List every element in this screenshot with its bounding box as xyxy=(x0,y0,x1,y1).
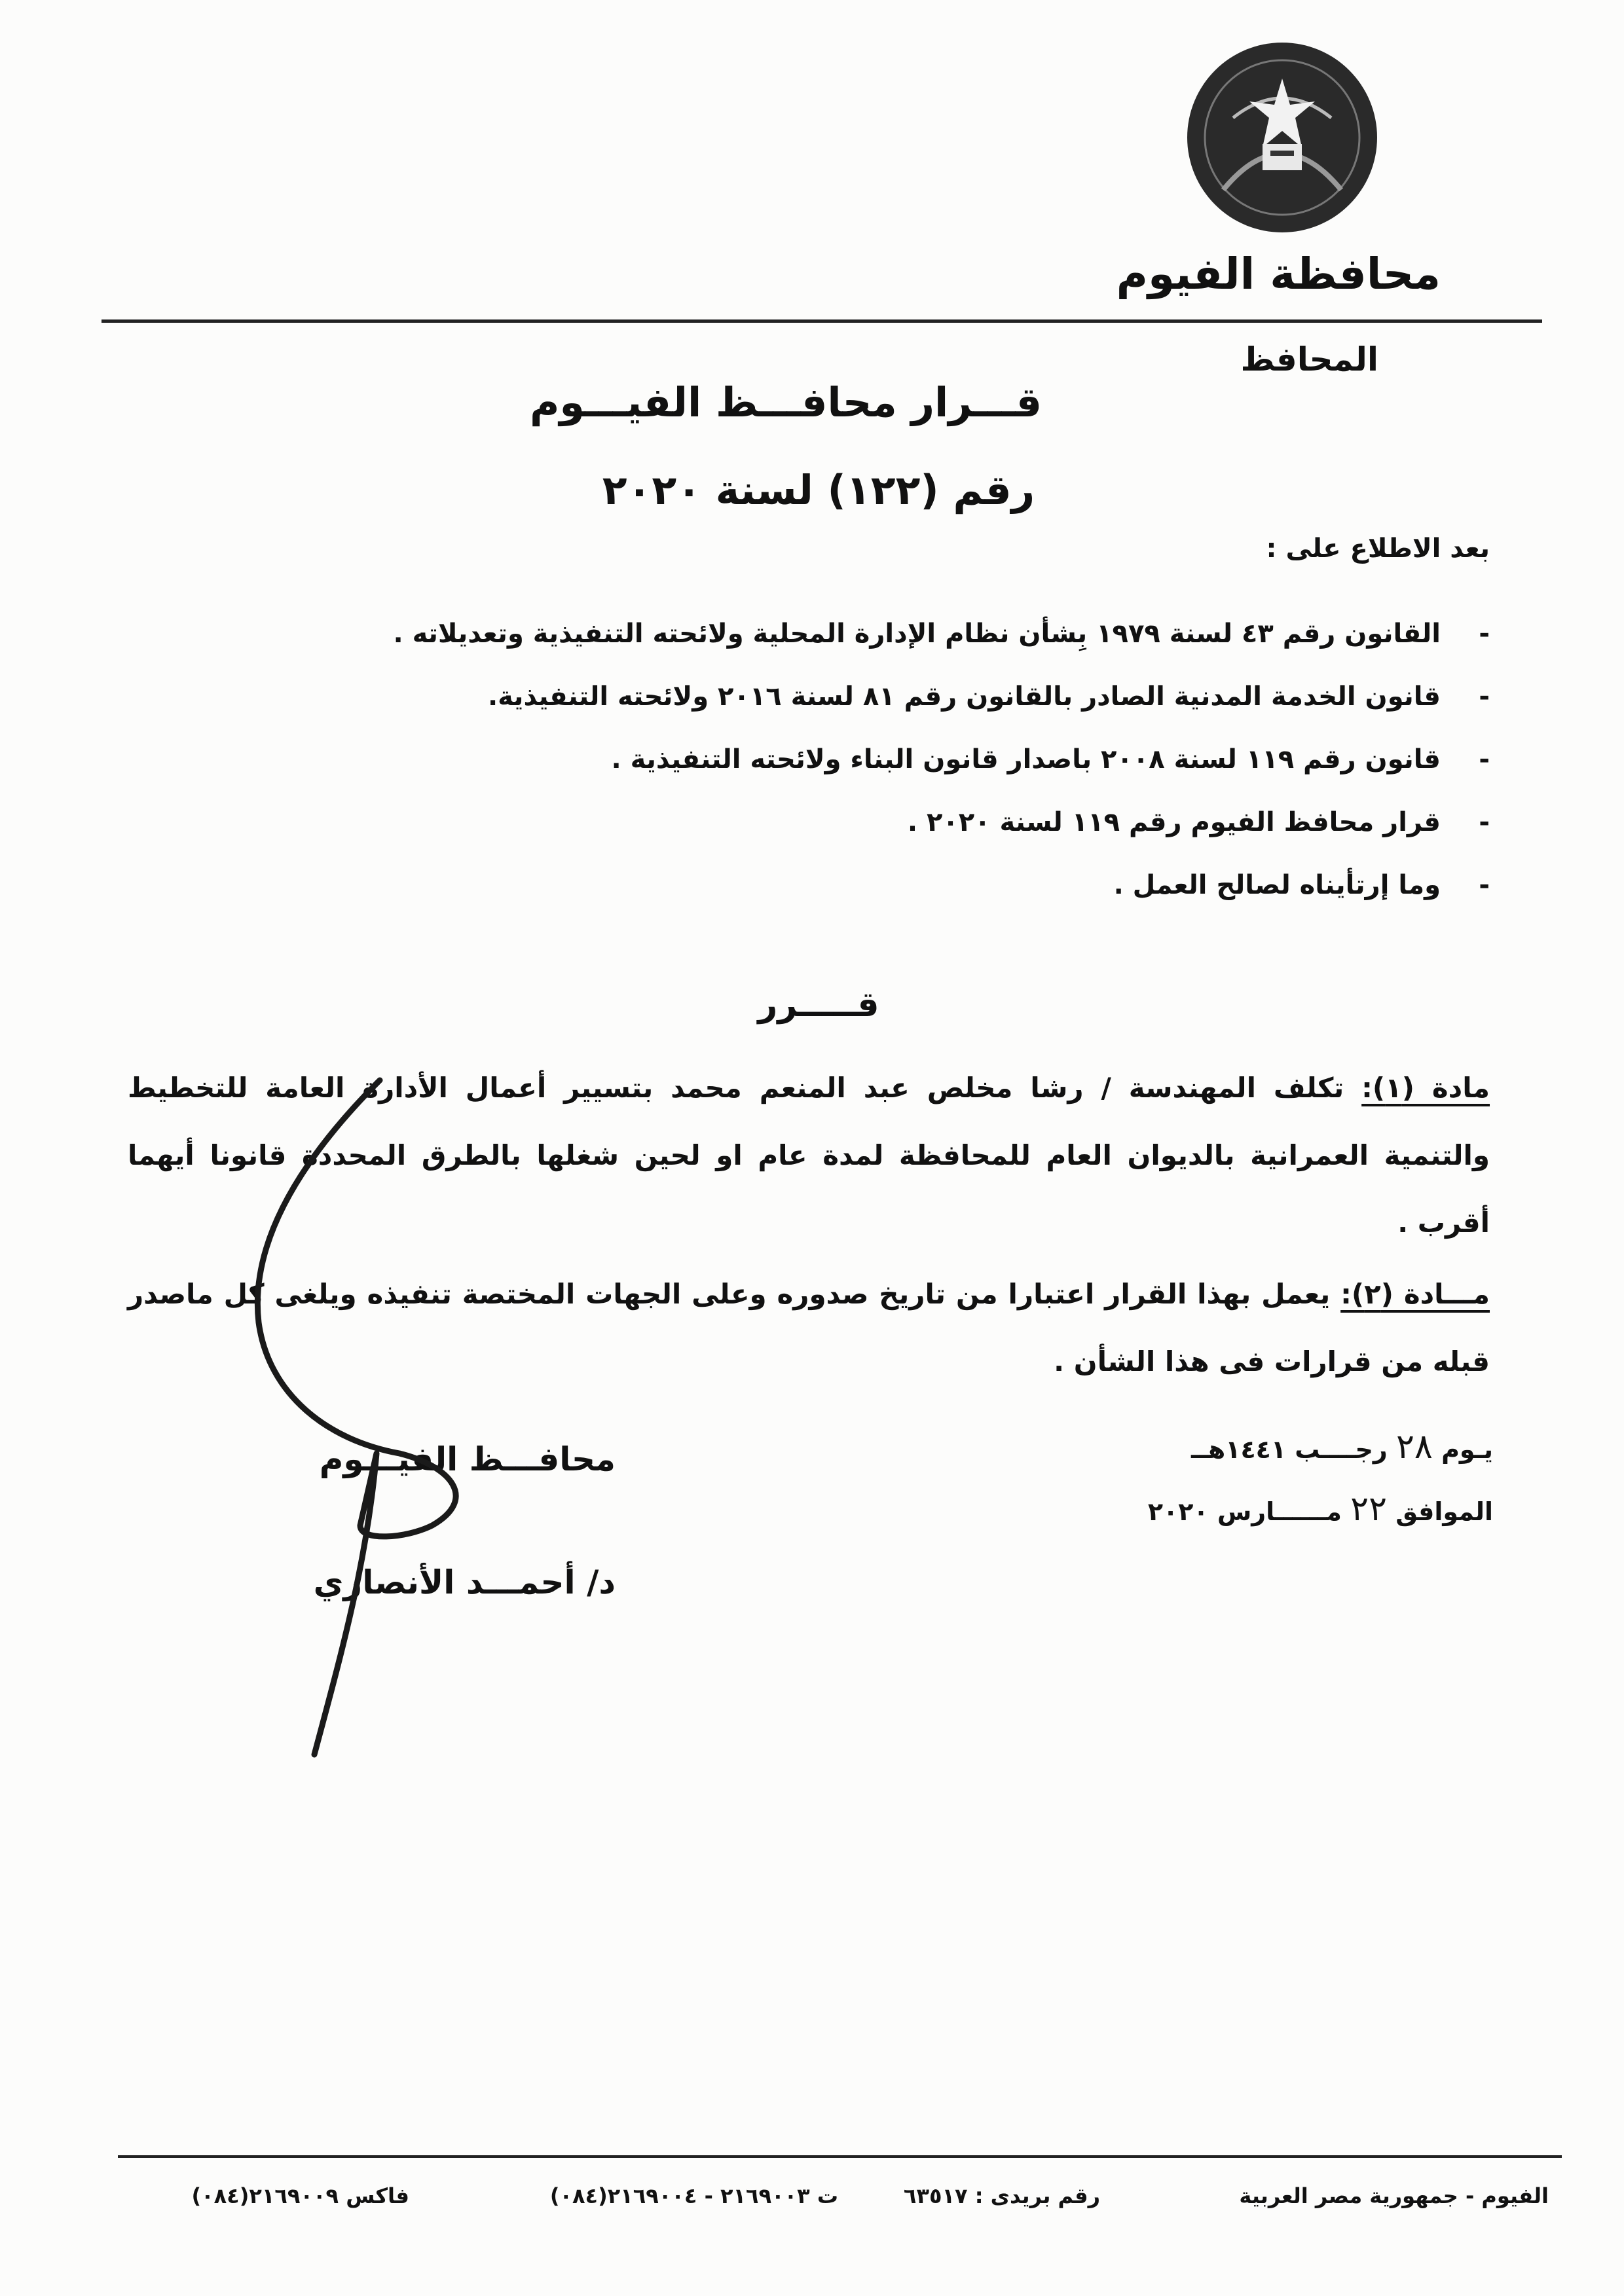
issuing-office: المحافظ xyxy=(1240,340,1378,378)
decides-heading: قـــــرر xyxy=(758,985,879,1025)
gregorian-day: ٢٢ xyxy=(1350,1489,1387,1529)
footer-fax: فاكس ٢١٦٩٠٠٩(٠٨٤) xyxy=(191,2183,409,2208)
bullet-dash-icon: - xyxy=(1479,807,1490,837)
signatory-title: محافـــظ الفيـــوم xyxy=(319,1440,616,1478)
bullet-dash-icon: - xyxy=(1479,744,1490,774)
governorate-name: محافظة الفيوم xyxy=(1116,249,1441,299)
bullet-dash-icon: - xyxy=(1479,619,1490,649)
hijri-day: ٢٨ xyxy=(1395,1427,1433,1467)
recital-item: - وما إرتأيناه لصالح العمل . xyxy=(1113,870,1490,900)
footer-po-box: رقم بريدى : ٦٣٥١٧ xyxy=(903,2183,1100,2208)
footer-phone: ت ٢١٦٩٠٠٣ - ٢١٦٩٠٠٤(٠٨٤) xyxy=(549,2183,838,2208)
recital-item: - قانون رقم ١١٩ لسنة ٢٠٠٨ باصدار قانون البناء ولائحته التنفيذية . xyxy=(611,744,1490,774)
signatory-name: د/ أحمـــد الأنصاري xyxy=(313,1563,616,1601)
preamble: بعد الاطلاع على : xyxy=(1266,534,1490,564)
header-divider xyxy=(101,319,1542,323)
footer-divider xyxy=(118,2155,1562,2158)
recital-item: - القانون رقم ٤٣ لسنة ١٩٧٩ بِشأن نظام الإدارة المحلية ولائحته التنفيذية وتعديلاته . xyxy=(393,619,1490,649)
decision-title: قـــرار محافـــظ الفيـــوم xyxy=(529,378,1043,426)
article-label: مـــادة (٢): xyxy=(1340,1278,1490,1310)
article-label: مادة (١): xyxy=(1361,1072,1490,1104)
handwritten-signature xyxy=(236,1067,537,1774)
bullet-dash-icon: - xyxy=(1479,682,1490,712)
recital-item: - قانون الخدمة المدنية الصادر بالقانون رقم ٨١ لسنة ٢٠١٦ ولائحته التنفيذية. xyxy=(487,682,1490,712)
recitals-list xyxy=(246,619,1490,933)
gregorian-date: الموافق ٢٢ مــــــارس ٢٠٢٠ xyxy=(1147,1489,1493,1529)
bullet-dash-icon: - xyxy=(1479,870,1490,900)
footer-address: الفيوم - جمهورية مصر العربية xyxy=(1239,2183,1549,2208)
hijri-date: يـوم ٢٨ رجــــب ١٤٤١هــ xyxy=(1190,1427,1493,1467)
recital-item: - قرار محافظ الفيوم رقم ١١٩ لسنة ٢٠٢٠ . xyxy=(907,807,1490,837)
article-text: تكلف المهندسة / رشا مخلص عبد المنعم محمد بتسيير أعمال الأدارة العامة للتخطيط والتنمية العمرانية بالديوان العام للمحافظة لمدة عام او لحين شغلها بالطرق المحددة قانونا أيهما أقرب . xyxy=(128,1072,1490,1239)
article-text: يعمل بهذا القرار اعتبارا من تاريخ صدوره وعلى الجهات المختصة تنفيذه ويلغى كل ماصدر قبله من قرارات فى هذا الشأن . xyxy=(128,1278,1490,1377)
decision-number: رقم (١٢٢) لسنة ٢٠٢٠ xyxy=(602,466,1035,514)
governorate-emblem xyxy=(1184,39,1380,236)
